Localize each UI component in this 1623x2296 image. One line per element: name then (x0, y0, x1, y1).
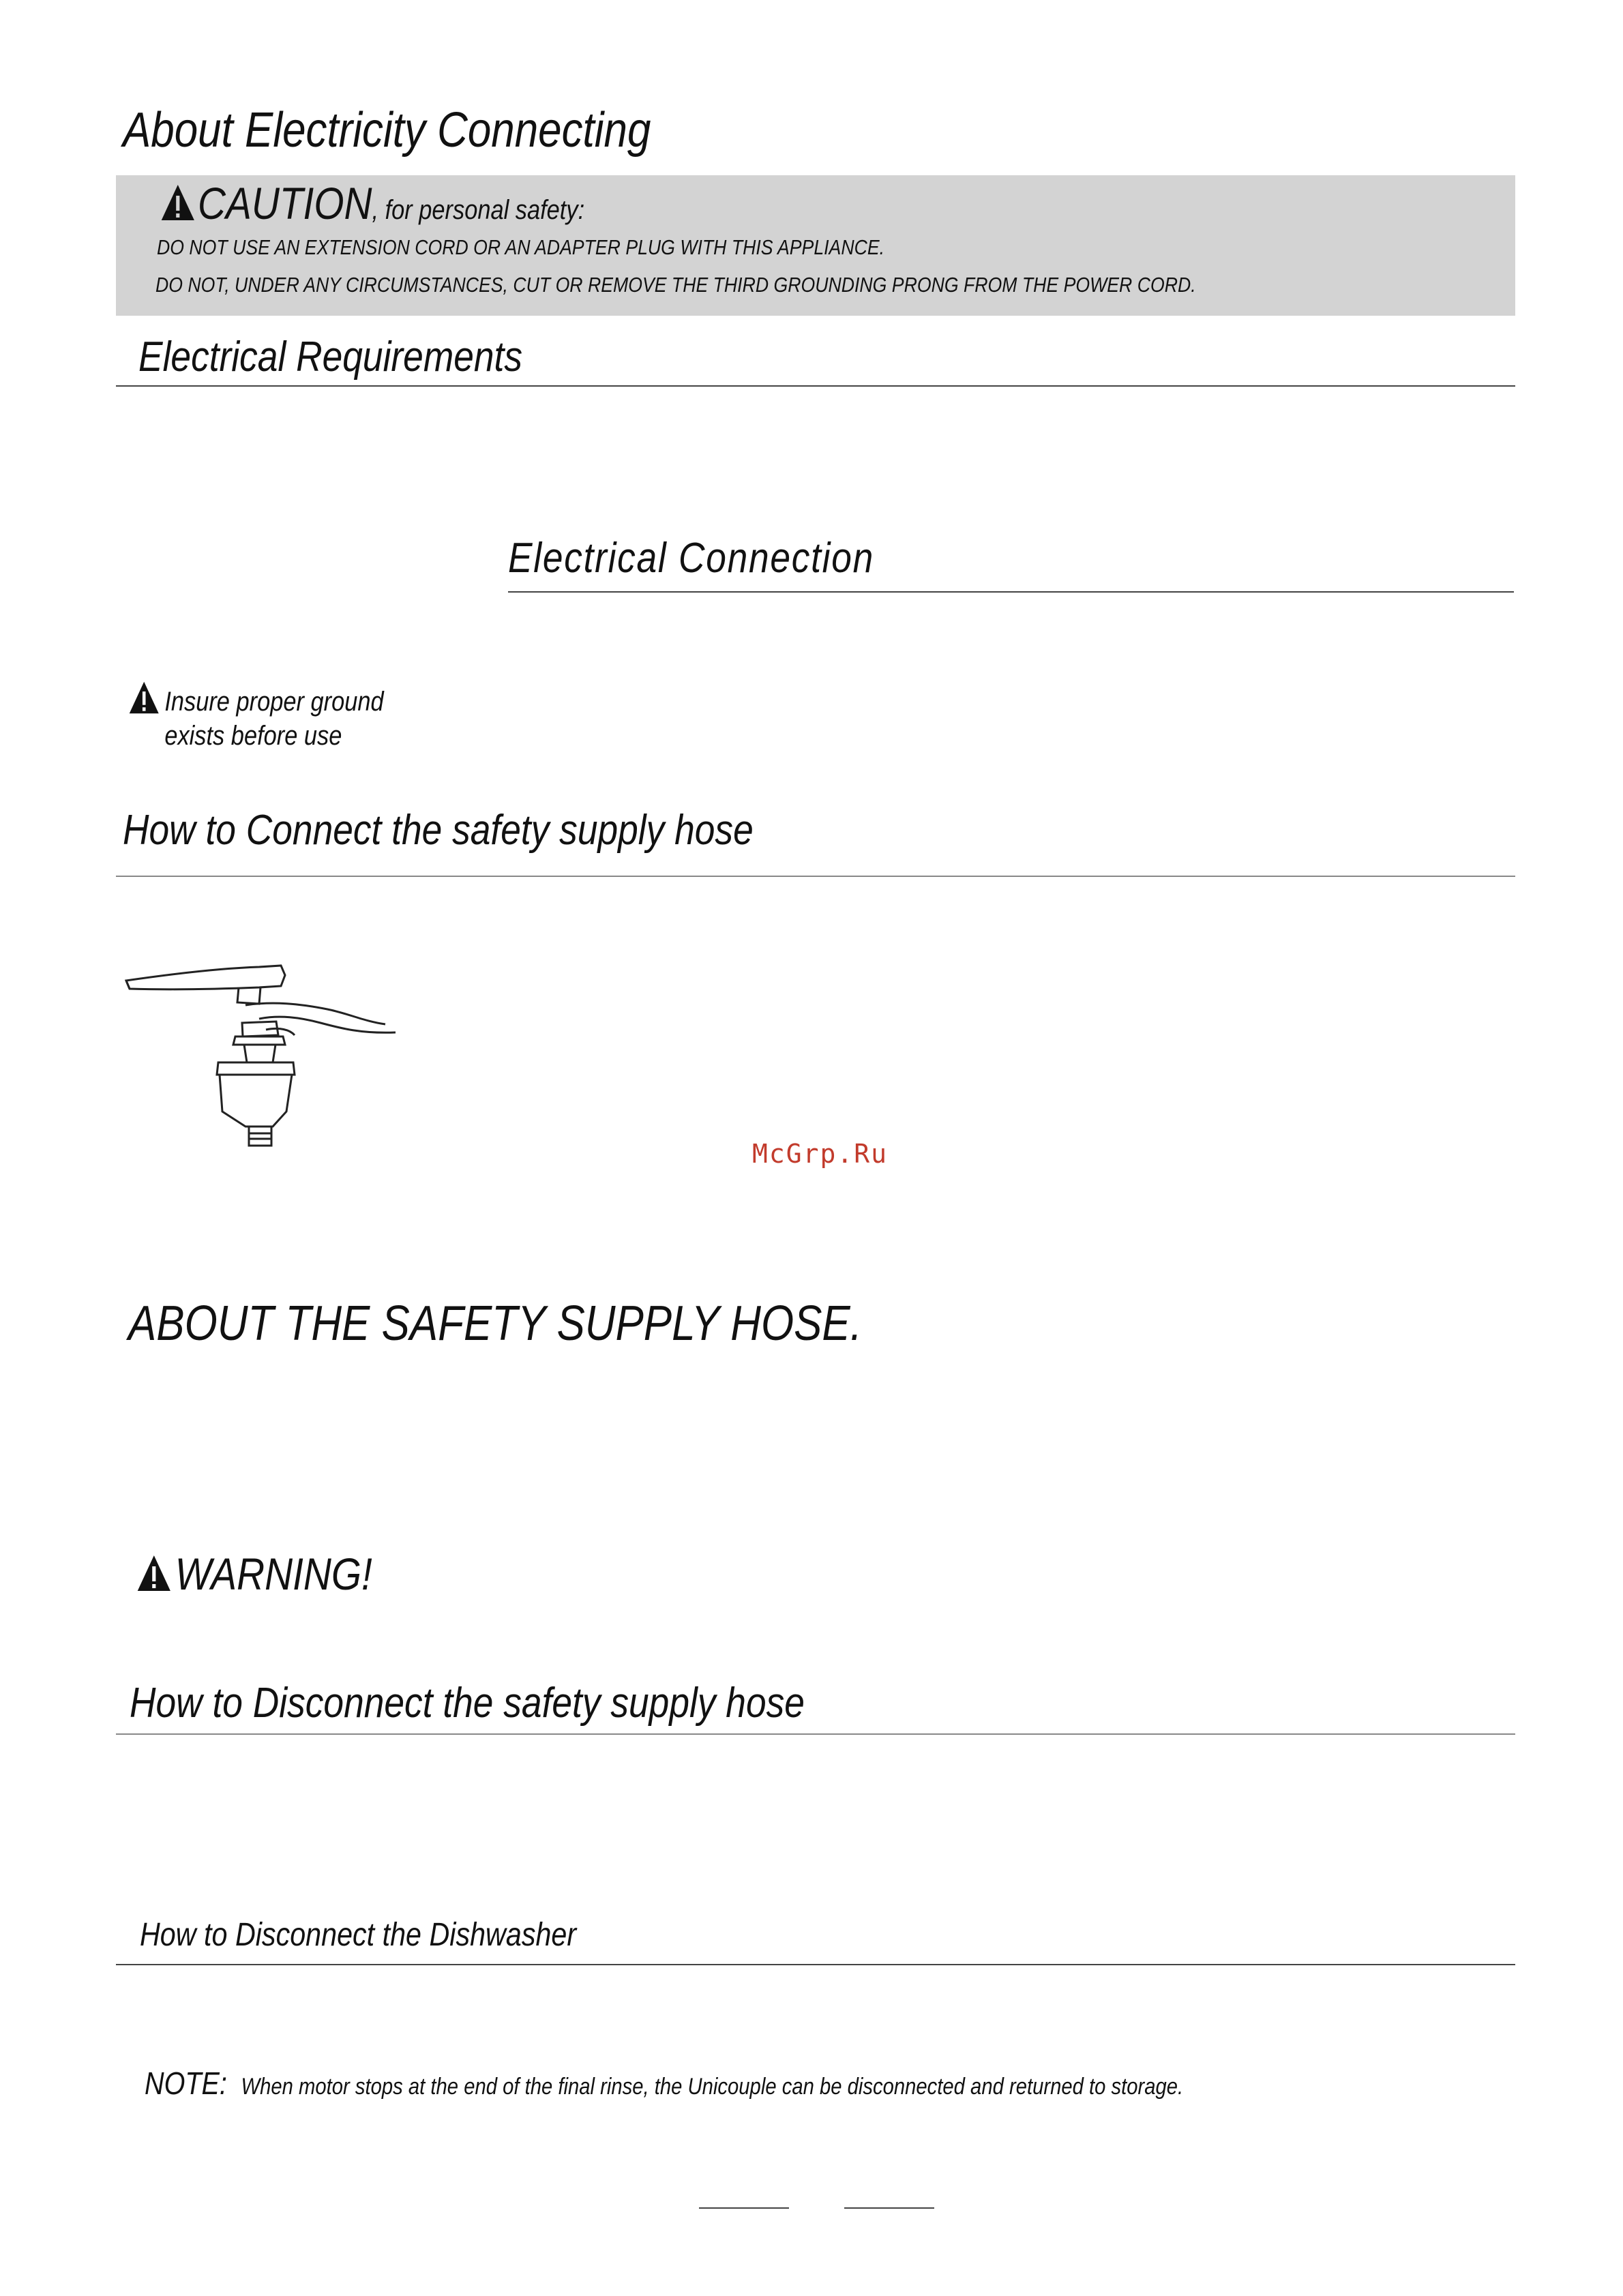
note-text: When motor stops at the end of the final rinse, the Unicouple can be disconnected and returned to storage. (241, 2074, 1184, 2100)
warning-triangle-icon (128, 681, 160, 715)
caution-line-2: DO NOT, UNDER ANY CIRCUMSTANCES, CUT OR REMOVE THE THIRD GROUNDING PRONG FROM THE POWER CORD. (155, 273, 1196, 297)
section-heading-how-to-connect: How to Connect the safety supply hose (123, 807, 754, 854)
divider (508, 591, 1514, 593)
divider (116, 1733, 1515, 1735)
ground-note (128, 681, 384, 753)
footer-rule-right (844, 2207, 934, 2209)
warning-heading (136, 1548, 372, 1600)
section-heading-how-to-disconnect-dishwasher: How to Disconnect the Dishwasher (140, 1917, 577, 1953)
divider (116, 1964, 1515, 1965)
caution-line-1: DO NOT USE AN EXTENSION CORD OR AN ADAPTER PLUG WITH THIS APPLIANCE. (157, 235, 885, 259)
divider (116, 385, 1515, 387)
section-heading-about-hose: ABOUT THE SAFETY SUPPLY HOSE. (128, 1296, 862, 1351)
caution-heading (160, 177, 584, 229)
note (145, 2065, 1183, 2102)
warning-triangle-icon (136, 1554, 172, 1592)
watermark-text: McGrp.Ru (752, 1139, 889, 1169)
footer-rule-left (699, 2207, 789, 2209)
caution-subheading: , for personal safety: (372, 195, 585, 225)
faucet-hose-illustration (123, 948, 409, 1193)
divider (116, 876, 1515, 877)
section-heading-how-to-disconnect-hose: How to Disconnect the safety supply hose (130, 1680, 805, 1727)
ground-note-line-1: Insure proper ground (164, 687, 384, 717)
ground-note-line-2: exists before use (164, 721, 342, 751)
warning-triangle-icon (160, 183, 196, 222)
note-label: NOTE: (145, 2066, 227, 2101)
section-heading-electrical-connection: Electrical Connection (508, 535, 874, 582)
page-title: About Electricity Connecting (123, 103, 651, 158)
caution-label: CAUTION (198, 178, 372, 228)
warning-label: WARNING! (175, 1549, 372, 1599)
section-heading-electrical-requirements: Electrical Requirements (138, 333, 523, 381)
